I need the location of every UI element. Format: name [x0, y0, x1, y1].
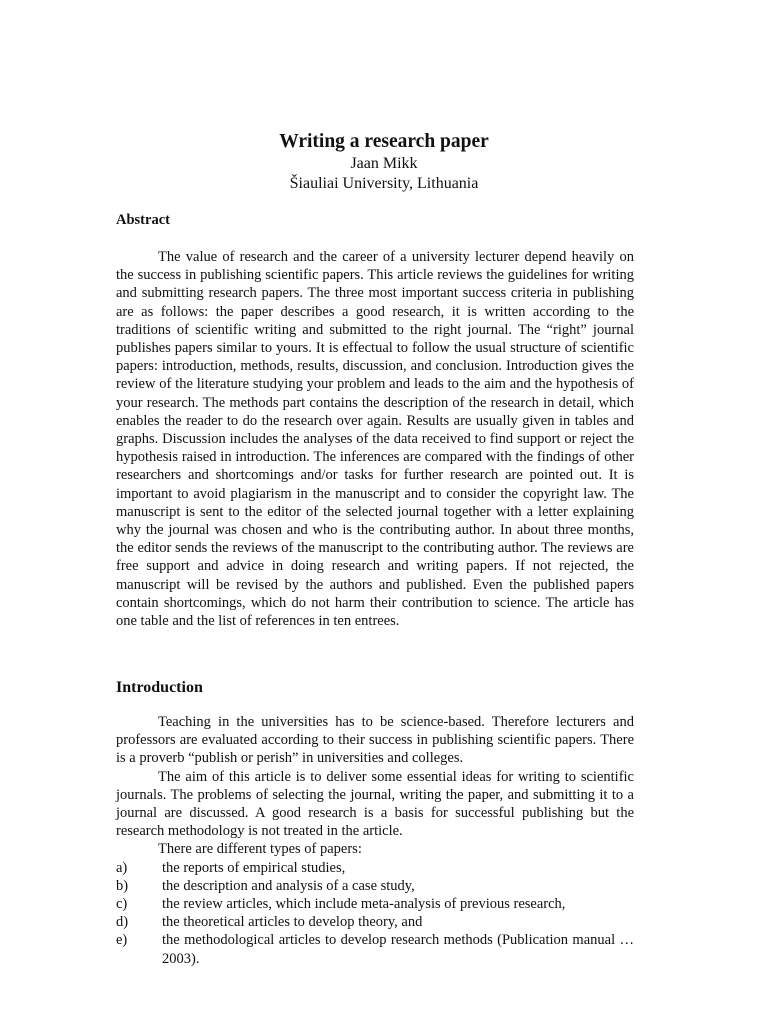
introduction-heading: Introduction [116, 679, 203, 696]
paper-affiliation: Šiauliai University, Lithuania [289, 175, 479, 192]
list-marker: b) [116, 877, 129, 894]
list-item-text: the review articles, which include meta-analysis of previous research, [162, 896, 566, 913]
intro-paragraph: There are different types of papers: [158, 841, 362, 858]
list-item-text: the theoretical articles to develop theory, and [162, 914, 423, 931]
list-item [116, 931, 634, 967]
introduction-body [116, 713, 634, 968]
list-item [116, 859, 634, 877]
abstract-heading: Abstract [116, 212, 170, 228]
abstract-text: The value of research and the career of a university lecturer depend heavily on the success in publishing scientific papers. This article reviews the guidelines for writing and submitting research papers. The three most important success criteria in publishing are as follows: the paper describes a good research, it is written according to the traditions of scientific writing and submitted to the right journal. The “right” journal publishes papers similar to yours. It is effectual to follow the usual structure of scientific papers: introduction, methods, results, discussion, and conclusion. Introduction gives the review of the literature studying your problem and leads to the aim and the hypothesis of your research. The methods part contains the description of the research in detail, which enables the reader to do the research over again. Results are usually given in tables and graphs. Discussion includes the analyses of the data received to find support or reject the hypothesis raised in introduction. The inferences are compared with the findings of other researchers and shortcomings and/or tasks for further research are pointed out. It is important to avoid plagiarism in the manuscript and to consider the copyright law. The manuscript is sent to the editor of the selected journal together with a letter explaining why the journal was chosen and who is the contributing author. In about three months, the editor sends the reviews of the manuscript to the contributing author. The reviews are free support and advice in doing research and writing papers. If not rejected, the manuscript will be revised by the authors and published. Even the published papers contain shortcomings, which do not harm their contribution to science. The article has one table and the list of references in ten entrees. [116, 249, 634, 630]
intro-paragraph: Teaching in the universities has to be science-based. Therefore lecturers and professors are evaluated according to their success in publishing scientific papers. There is a proverb “publish or perish” in universities and colleges. [116, 714, 634, 767]
list-item-text: the reports of empirical studies, [162, 859, 346, 876]
list-item-text: the methodological articles to develop research methods (Publication manual … 2003). [162, 932, 634, 967]
list-item-text: the description and analysis of a case study, [162, 877, 415, 894]
list-marker: d) [116, 914, 129, 931]
paper-types-list [116, 859, 634, 968]
list-item [116, 913, 634, 931]
list-marker: c) [116, 896, 128, 913]
intro-paragraph: The aim of this article is to deliver some essential ideas for writing to scientific journals. The problems of selecting the journal, writing the paper, and submitting it to a journal are discussed. A good research is a basis for successful publishing but the research methodology is not treated in the article. [116, 768, 634, 840]
list-marker: e) [116, 932, 128, 949]
paper-title: Writing a research paper [279, 131, 489, 152]
paper-author: Jaan Mikk [350, 155, 418, 172]
paper-header [0, 130, 768, 194]
list-item [116, 895, 634, 913]
list-item [116, 877, 634, 895]
list-marker: a) [116, 859, 128, 876]
